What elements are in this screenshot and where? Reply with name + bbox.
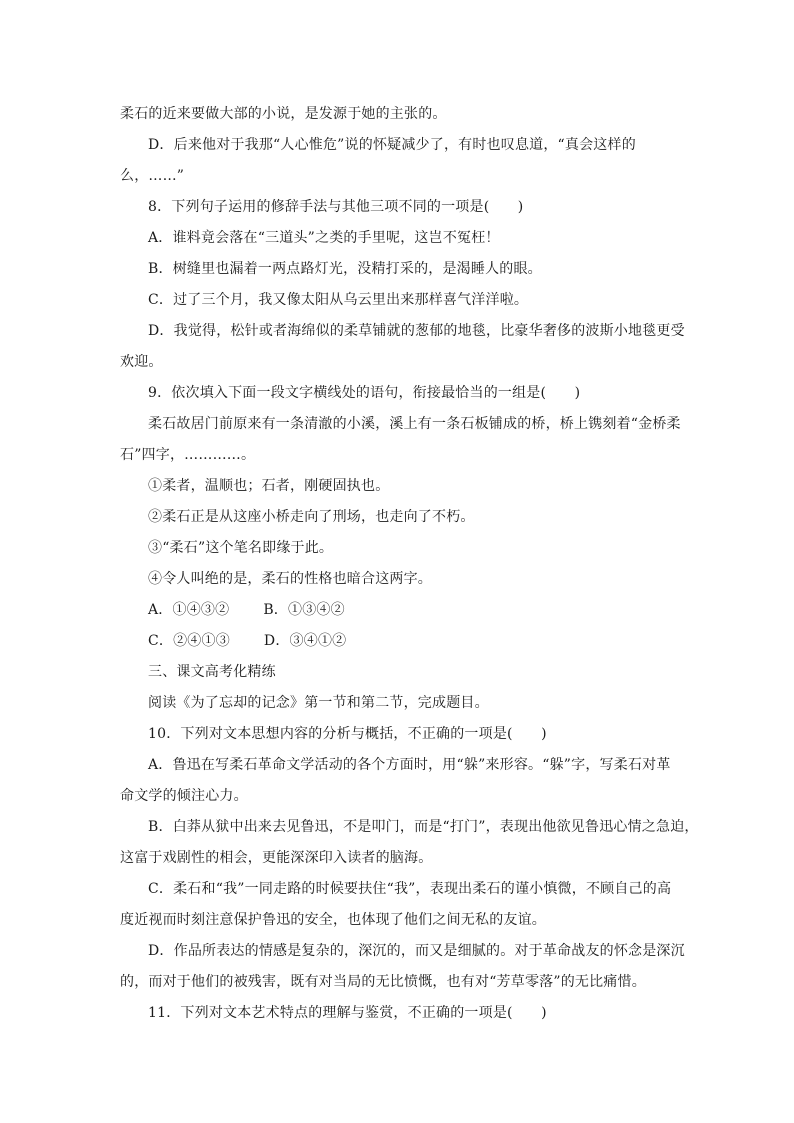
text-line: 的，而对于他们的被残害，既有对当局的无比愤慨，也有对“芳草零落”的无比痛惜。 (120, 974, 646, 990)
option-a: A．鲁迅在写柔石革命文学活动的各个方面时，用“躲”来形容。“躲”字，写柔石对革 (148, 757, 671, 773)
option-b: B．树缝里也漏着一两点路灯光，没精打采的，是渴睡人的眼。 (148, 261, 542, 277)
text-line: 柔石的近来要做大部的小说，是发源于她的主张的。 (120, 106, 447, 122)
text-line: 度近视而时刻注意保护鲁迅的安全，也体现了他们之间无私的友谊。 (120, 912, 546, 928)
option-c: C．柔石和“我”一同走路的时候要扶住“我”，表现出柔石的谨小慎微，不顾自己的高 (148, 881, 672, 897)
passage-text: 石”四字， (120, 447, 185, 463)
option-c: C．②④①③ (148, 633, 230, 649)
instruction: 阅读《为了忘却的记念》第一节和第二节，完成题目。 (148, 695, 489, 711)
question-8: 8．下列句子运用的修辞手法与其他三项不同的一项是( ) (148, 199, 524, 215)
question-11: 11．下列对文本艺术特点的理解与鉴赏，不正确的一项是( ) (148, 1005, 547, 1021)
section-heading: 三、课文高考化精练 (148, 664, 276, 680)
option-b: B．①③④② (263, 602, 345, 618)
passage-line (120, 445, 680, 465)
text-line: 这富于戏剧性的相会，更能深深印入读者的脑海。 (120, 850, 433, 866)
sentence-3: ③“柔石”这个笔名即缘于此。 (148, 540, 334, 556)
option-d: D．作品所表达的情感是复杂的，深沉的，而又是细腻的。对于革命战友的怀念是深沉 (148, 943, 685, 959)
question-10: 10．下列对文本思想内容的分析与概括，不正确的一项是( ) (148, 726, 547, 742)
option-d: D．后来他对于我那“人心惟危”说的怀疑减少了，有时也叹息道，“真会这样的 (148, 137, 636, 153)
option-a: A．①④③② (148, 602, 230, 618)
options-row (148, 631, 708, 651)
sentence-4: ④令人叫绝的是，柔石的性格也暗合这两字。 (148, 571, 432, 587)
option-d: D．③④①② (263, 633, 347, 649)
passage-line: 柔石故居门前原来有一条清澈的小溪，溪上有一条石板铺成的桥，桥上镌刻着“金桥柔 (148, 416, 681, 432)
text-line: 命文学的倾注心力。 (120, 788, 248, 804)
text-line: 么，……” (120, 168, 185, 184)
sentence-2: ②柔石正是从这座小桥走向了刑场，也走向了不朽。 (148, 509, 475, 525)
option-c: C．过了三个月，我又像太阳从乌云里出来那样喜气洋洋啦。 (148, 292, 529, 308)
option-a: A．谁料竟会落在“三道头”之类的手里呢，这岂不冤枉！ (148, 230, 500, 246)
option-b: B．白莽从狱中出来去见鲁迅，不是叩门，而是“打门”，表现出他欲见鲁迅心情之急迫， (148, 819, 699, 835)
text-line: 欢迎。 (120, 354, 163, 370)
option-d: D．我觉得，松针或者海绵似的柔草铺就的葱郁的地毯，比豪华奢侈的波斯小地毯更受 (148, 323, 685, 339)
question-9: 9．依次填入下面一段文字横线处的语句，衔接最恰当的一组是( ) (148, 385, 581, 401)
options-row (148, 600, 708, 620)
sentence-1: ①柔者，温顺也；石者，刚硬固执也。 (148, 478, 390, 494)
fill-blank: …………。 (184, 447, 256, 463)
